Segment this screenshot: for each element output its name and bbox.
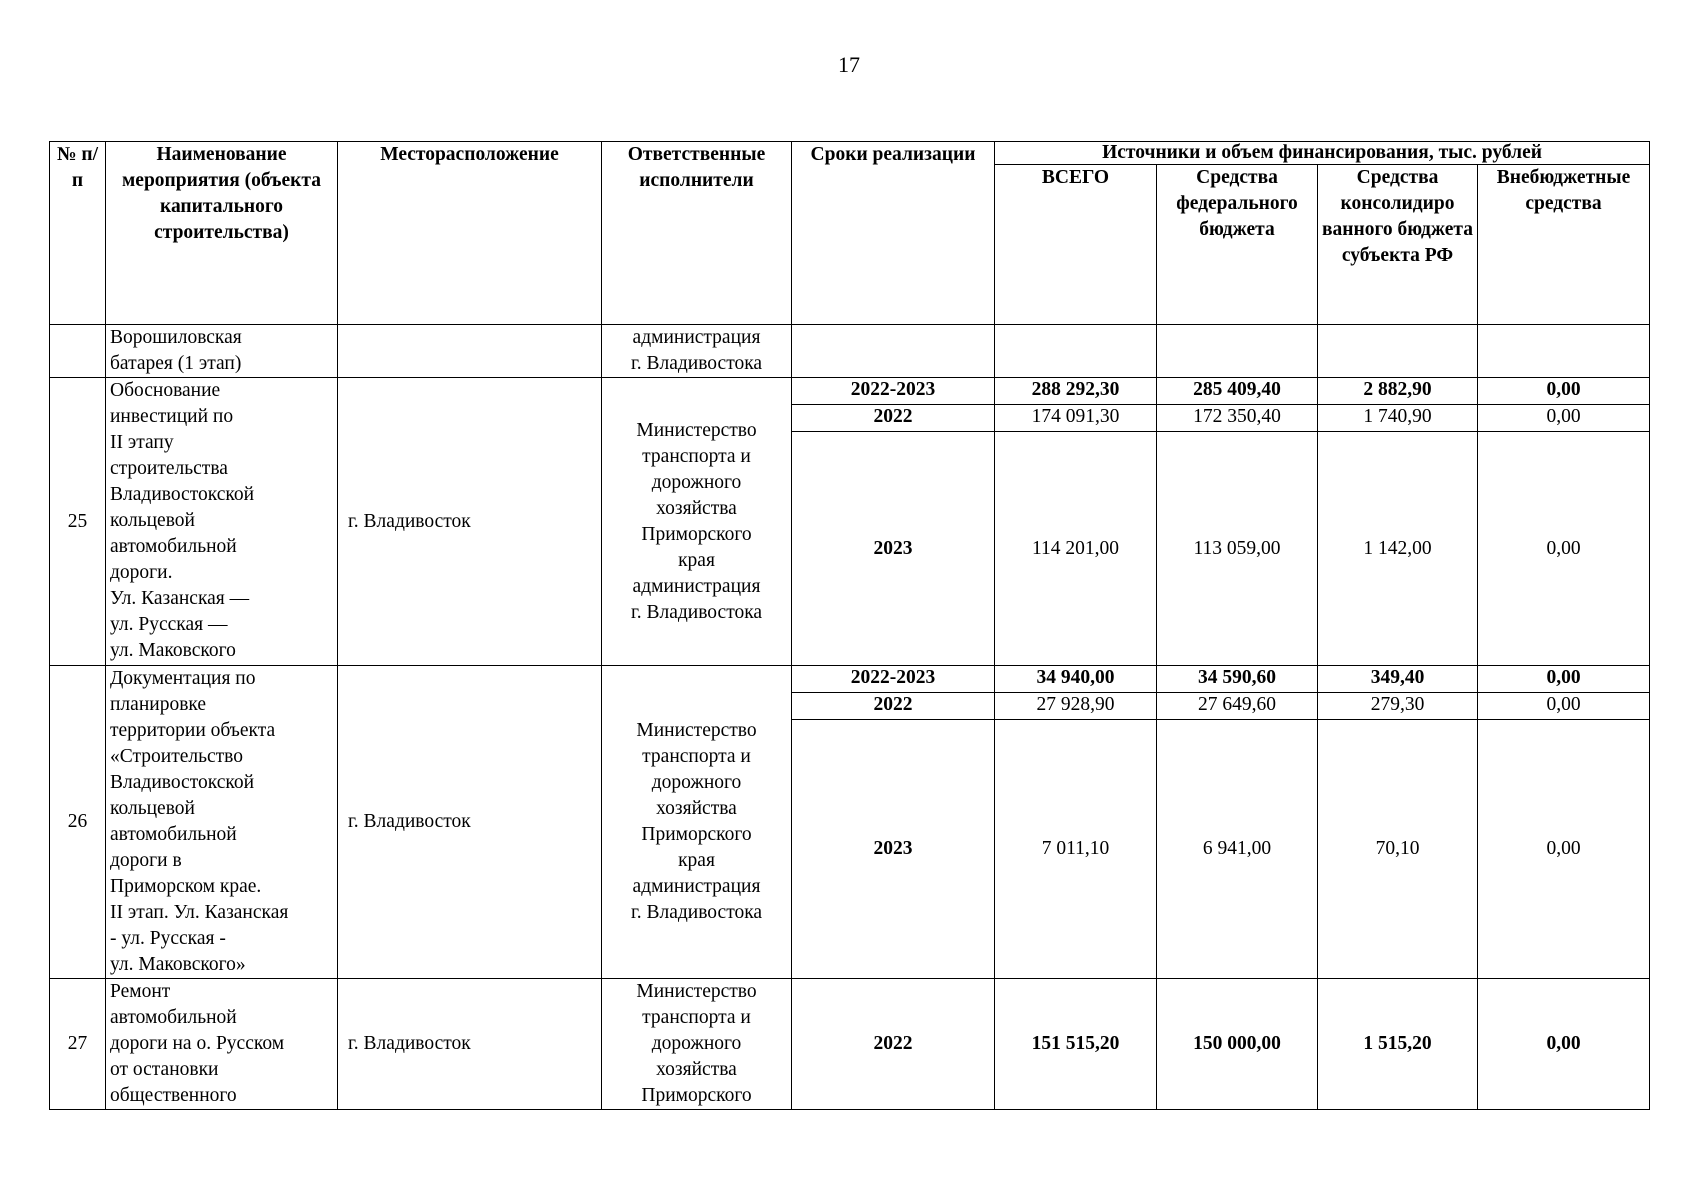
cell-period: 2022 [792,979,995,1110]
header-name: Наименование мероприятия (объекта капитального строительства) [106,142,338,325]
cell-regional: 1 515,20 [1318,979,1478,1110]
header-extra: Внебюджетные средства [1478,165,1650,325]
cell-name: Обоснование инвестиций по II этапу строительства Владивостокской кольцевой автомобильной дороги. Ул. Казанская — ул. Русская — ул. Маковского [106,378,338,666]
header-funding-group: Источники и объем финансирования, тыс. рублей [995,142,1650,165]
cell-total: 34 940,00 [995,666,1157,693]
cell-num: 27 [50,979,106,1110]
cell-regional: 2 882,90 [1318,378,1478,405]
cell-location: г. Владивосток [338,378,602,666]
cell-executors: Министерство транспорта и дорожного хозяйства Приморского [602,979,792,1110]
cell-extra [1478,325,1650,378]
header-period: Сроки реализации [792,142,995,325]
cell-regional [1318,325,1478,378]
cell-period: 2023 [792,432,995,666]
cell-regional: 1 740,90 [1318,405,1478,432]
cell-regional: 1 142,00 [1318,432,1478,666]
cell-name: Ворошиловская батарея (1 этап) [106,325,338,378]
cell-location: г. Владивосток [338,666,602,979]
cell-extra: 0,00 [1478,378,1650,405]
table-row [50,666,1650,693]
cell-total [995,325,1157,378]
header-federal: Средства федерального бюджета [1157,165,1318,325]
cell-federal: 172 350,40 [1157,405,1318,432]
cell-period: 2023 [792,720,995,979]
cell-period: 2022 [792,405,995,432]
cell-total: 27 928,90 [995,693,1157,720]
header-executors: Ответственные исполнители [602,142,792,325]
cell-extra: 0,00 [1478,432,1650,666]
cell-executors: Министерство транспорта и дорожного хозяйства Приморского края администрация г. Владивостока [602,666,792,979]
cell-extra: 0,00 [1478,720,1650,979]
page-number: 17 [838,52,860,77]
cell-period: 2022-2023 [792,378,995,405]
funding-table [49,141,1650,1110]
cell-extra: 0,00 [1478,405,1650,432]
cell-extra: 0,00 [1478,666,1650,693]
cell-executors: администрация г. Владивостока [602,325,792,378]
cell-total: 7 011,10 [995,720,1157,979]
cell-total: 151 515,20 [995,979,1157,1110]
cell-executors: Министерство транспорта и дорожного хозяйства Приморского края администрация г. Владивостока [602,378,792,666]
cell-extra: 0,00 [1478,693,1650,720]
cell-regional: 349,40 [1318,666,1478,693]
cell-federal: 34 590,60 [1157,666,1318,693]
header-total: ВСЕГО [995,165,1157,325]
cell-federal [1157,325,1318,378]
cell-num [50,325,106,378]
cell-total: 288 292,30 [995,378,1157,405]
cell-period [792,325,995,378]
cell-name: Документация по планировке территории объекта «Строительство Владивостокской кольцевой автомобильной дороги в Приморском крае. II этап. Ул. Казанская - ул. Русская - ул. Маковского» [106,666,338,979]
cell-period: 2022 [792,693,995,720]
cell-num: 25 [50,378,106,666]
table-row-continuation [50,325,1650,378]
cell-total: 174 091,30 [995,405,1157,432]
cell-num: 26 [50,666,106,979]
header-regional: Средства консолидиро ванного бюджета субъекта РФ [1318,165,1478,325]
cell-total: 114 201,00 [995,432,1157,666]
cell-regional: 70,10 [1318,720,1478,979]
cell-federal: 285 409,40 [1157,378,1318,405]
table-row [50,979,1650,1110]
cell-federal: 150 000,00 [1157,979,1318,1110]
cell-regional: 279,30 [1318,693,1478,720]
cell-period: 2022-2023 [792,666,995,693]
table-row [50,378,1650,405]
cell-federal: 113 059,00 [1157,432,1318,666]
cell-location: г. Владивосток [338,979,602,1110]
cell-extra: 0,00 [1478,979,1650,1110]
header-num: № п/п [50,142,106,325]
cell-federal: 6 941,00 [1157,720,1318,979]
cell-name: Ремонт автомобильной дороги на о. Русском от остановки общественного [106,979,338,1110]
cell-federal: 27 649,60 [1157,693,1318,720]
header-location: Месторасположение [338,142,602,325]
cell-location [338,325,602,378]
